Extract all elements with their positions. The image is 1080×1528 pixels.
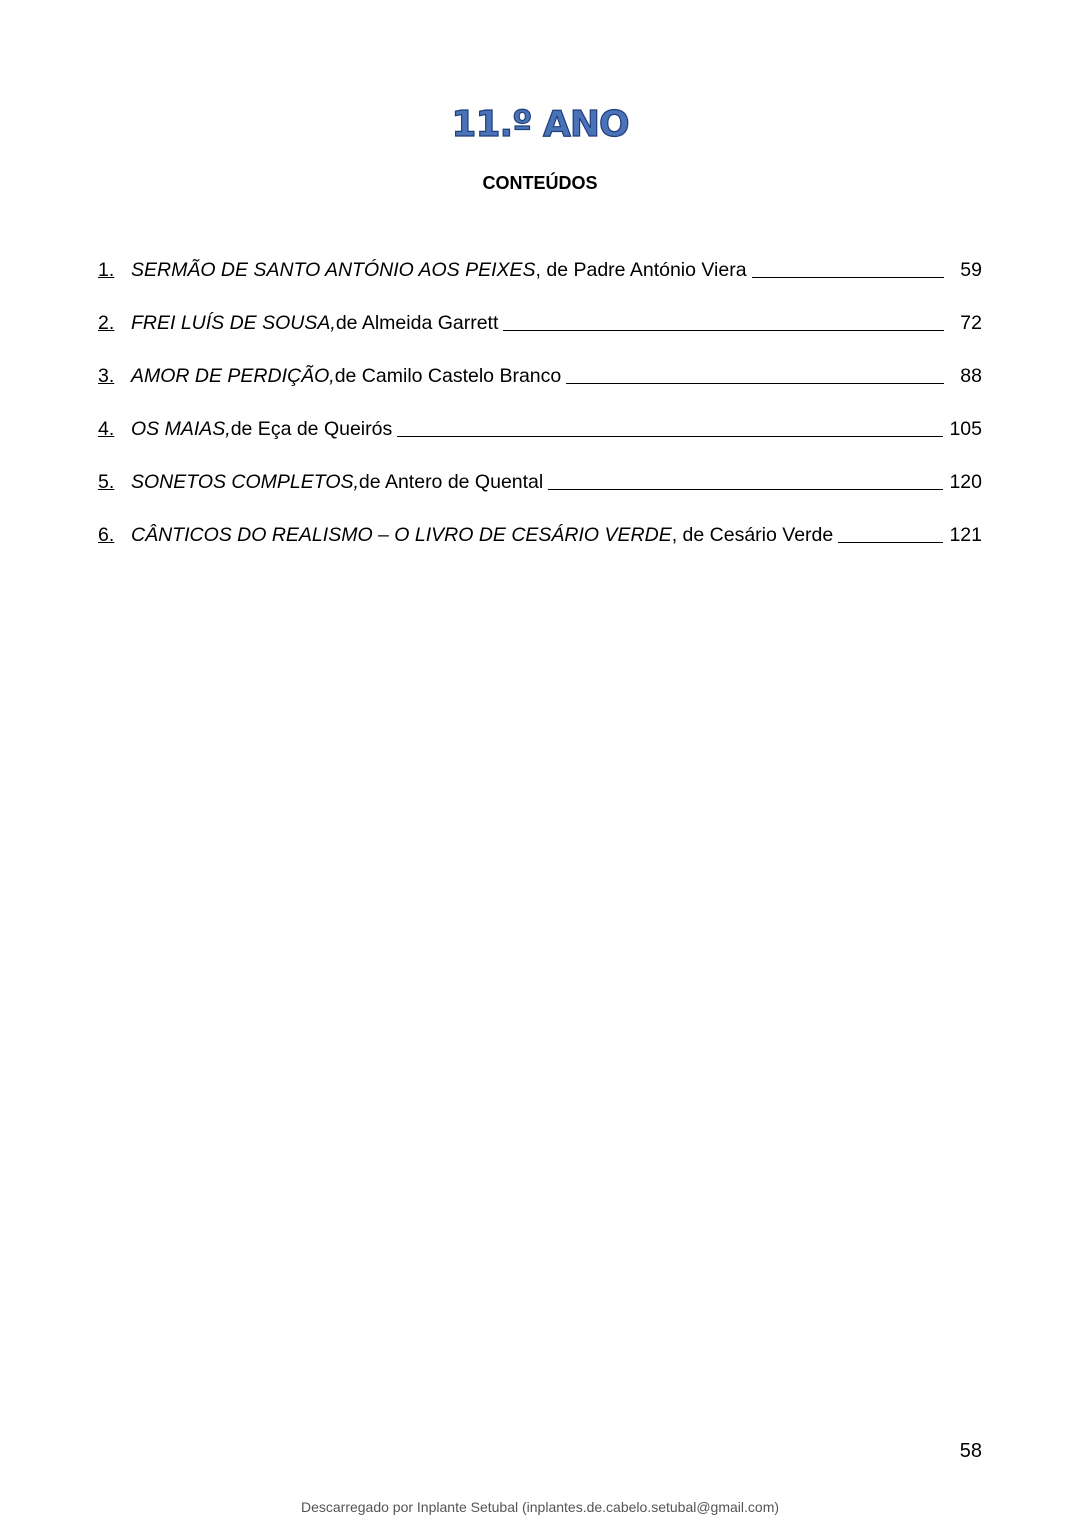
toc-entry-title: FREI LUÍS DE SOUSA, bbox=[131, 312, 336, 334]
toc-entry[interactable] bbox=[98, 467, 982, 520]
toc-leader-line bbox=[503, 330, 944, 331]
toc-entry-author: de Eça de Queirós bbox=[230, 418, 393, 440]
toc-entry-page: 88 bbox=[960, 365, 982, 387]
page-title: 11.º ANO bbox=[451, 104, 629, 145]
toc-entry[interactable] bbox=[98, 414, 982, 467]
toc-entry[interactable] bbox=[98, 255, 982, 308]
download-footer: Descarregado por Inplante Setubal (inplantes.de.cabelo.setubal@gmail.com) bbox=[300, 1499, 780, 1515]
toc-leader-line bbox=[566, 383, 944, 384]
toc-entry-author: , de Padre António Viera bbox=[535, 259, 747, 281]
toc-entry-title: SONETOS COMPLETOS, bbox=[131, 471, 359, 493]
toc-entry-author: , de Cesário Verde bbox=[671, 524, 834, 546]
toc-entry[interactable] bbox=[98, 361, 982, 414]
toc-entry-title: CÂNTICOS DO REALISMO – O LIVRO DE CESÁRIO VERDE bbox=[131, 524, 672, 546]
toc-entry-page: 121 bbox=[949, 524, 982, 546]
toc-entry-title: SERMÃO DE SANTO ANTÓNIO AOS PEIXES bbox=[131, 259, 536, 281]
toc-entry-number: 3. bbox=[98, 365, 115, 387]
toc-entry-author: de Almeida Garrett bbox=[335, 312, 499, 334]
toc-leader-line bbox=[548, 489, 943, 490]
toc-entry[interactable] bbox=[98, 308, 982, 361]
toc-entry-author: de Camilo Castelo Branco bbox=[334, 365, 562, 387]
toc-entry-page: 105 bbox=[949, 418, 982, 440]
toc-entry-number: 4. bbox=[98, 418, 115, 440]
toc-entry[interactable] bbox=[98, 520, 982, 573]
page-subtitle: CONTEÚDOS bbox=[482, 173, 598, 193]
toc-entry-number: 5. bbox=[98, 471, 115, 493]
page-number: 58 bbox=[959, 1440, 982, 1462]
toc-entry-title: AMOR DE PERDIÇÃO, bbox=[131, 365, 335, 387]
toc-entry-page: 59 bbox=[960, 259, 982, 281]
toc-entry-number: 6. bbox=[98, 524, 115, 546]
toc-entry-number: 2. bbox=[98, 312, 115, 334]
toc-entry-author: de Antero de Quental bbox=[358, 471, 544, 493]
toc-entry-title: OS MAIAS, bbox=[131, 418, 231, 440]
toc-leader-line bbox=[397, 436, 943, 437]
toc-leader-line bbox=[752, 277, 944, 278]
toc-entry-number: 1. bbox=[98, 259, 115, 281]
table-of-contents bbox=[98, 255, 982, 573]
toc-entry-page: 120 bbox=[949, 471, 982, 493]
toc-leader-line bbox=[838, 542, 943, 543]
toc-entry-page: 72 bbox=[960, 312, 982, 334]
